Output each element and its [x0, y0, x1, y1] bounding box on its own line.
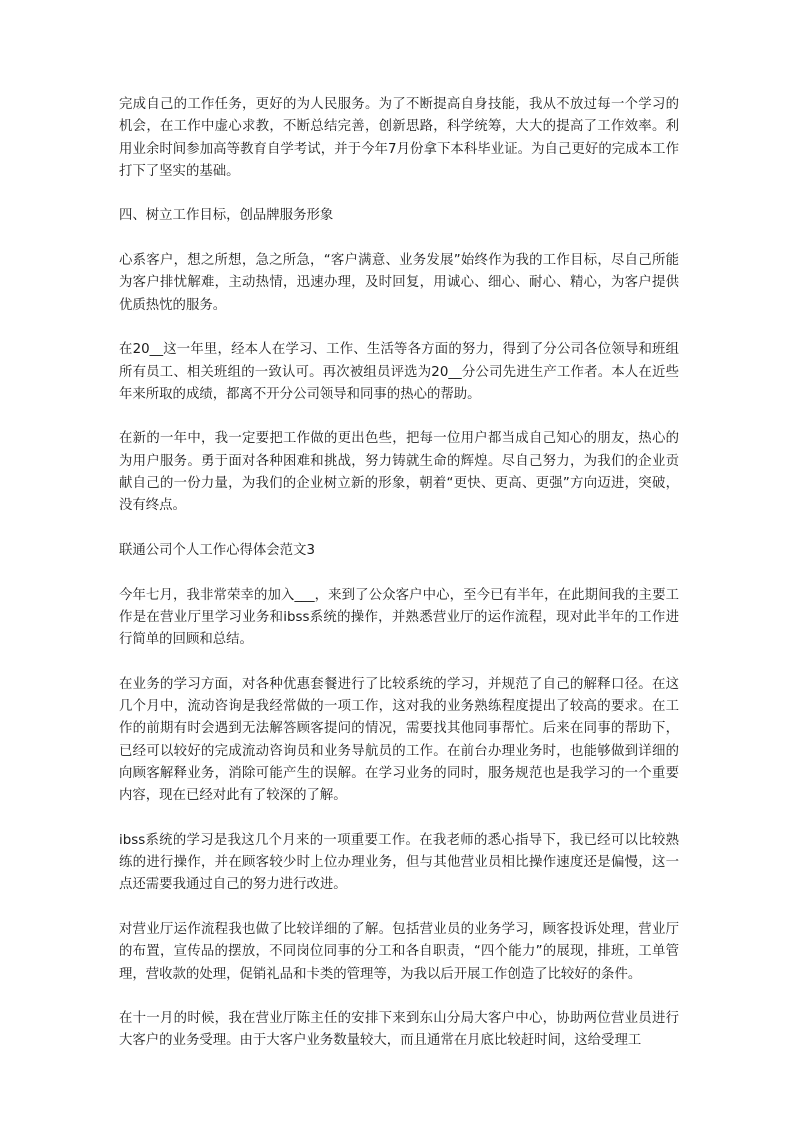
paragraph-4: 在新的一年中，我一定要把工作做的更出色些，把每一位用户都当成自己知心的朋友，热心的为用户服务。勇于面对各种困难和挑战，努力铸就生命的辉煌。尽自己努力，为我们的企业贡献自己的一份力量，为我们的企业树立新的形象，朝着“更快、更高、更强”方向迈进，突破，没有终点。 [119, 431, 679, 514]
section-heading-4: 四、树立工作目标，创品牌服务形象 [119, 208, 334, 224]
paragraph-3: 在20__这一年里，经本人在学习、工作、生活等各方面的努力，得到了分公司各位领导和班组所有员工、相关班组的一致认可。再次被组员评选为20__分公司先进生产工作者。本人在近些年来所取的成绩，都离不开分公司领导和同事的热心的帮助。 [119, 342, 679, 402]
paragraph-6: 在业务的学习方面，对各种优惠套餐进行了比较系统的学习，并规范了自己的解释口径。在这几个月中，流动咨询是我经常做的一项工作，这对我的业务熟练程度提出了较高的要求。在工作的前期有时会遇到无法解答顾客提问的情况，需要找其他同事帮忙。后来在同事的帮助下，已经可以较好的完成流动咨询员和业务导航员的工作。在前台办理业务时，也能够做到详细的向顾客解释业务，消除可能产生的误解。在学习业务的同时，服务规范也是我学习的一个重要内容，现在已经对此有了较深的了解。 [119, 676, 679, 804]
paragraph-8: 对营业厅运作流程我也做了比较详细的了解。包括营业员的业务学习，顾客投诉处理，营业厅的布置，宣传品的摆放，不同岗位同事的分工和各自职责，“四个能力”的展现，排班，工单管理，营收款的处理，促销礼品和卡类的管理等，为我以后开展工作创造了比较好的条件。 [119, 921, 679, 982]
paragraph-9: 在十一月的时候，我在营业厅陈主任的安排下来到东山分局大客户中心，协助两位营业员进行大客户的业务受理。由于大客户业务数量较大，而且通常在月底比较赶时间，这给受理工 [119, 1011, 679, 1049]
paragraph-1: 完成自己的工作任务，更好的为人民服务。为了不断提高自身技能，我从不放过每一个学习的机会，在工作中虚心求教，不断总结完善，创新思路，科学统筹，大大的提高了工作效率。利用业余时间参加高等教育自学考试，并于今年7月份拿下本科毕业证。为自己更好的完成本工作打下了坚实的基础。 [119, 97, 679, 179]
paragraph-7: ibss系统的学习是我这几个月来的一项重要工作。在我老师的悉心指导下，我已经可以比较熟练的进行操作，并在顾客较少时上位办理业务，但与其他营业员相比操作速度还是偏慢，这一点还需要我通过自己的努力进行改进。 [119, 832, 679, 893]
article-title: 联通公司个人工作心得体会范文3 [119, 542, 315, 558]
paragraph-2: 心系客户，想之所想，急之所急，“客户满意、业务发展”始终作为我的工作目标，尽自己所能为客户排忧解难，主动热情，迅速办理，及时回复，用诚心、细心、耐心、精心，为客户提供优质热忱的服务。 [119, 253, 679, 313]
document-body [119, 94, 679, 1075]
paragraph-5: 今年七月，我非常荣幸的加入___，来到了公众客户中心，至今已有半年，在此期间我的主要工作是在营业厅里学习业务和ibss系统的操作，并熟悉营业厅的运作流程，现对此半年的工作进行简单的回顾和总结。 [119, 587, 679, 648]
